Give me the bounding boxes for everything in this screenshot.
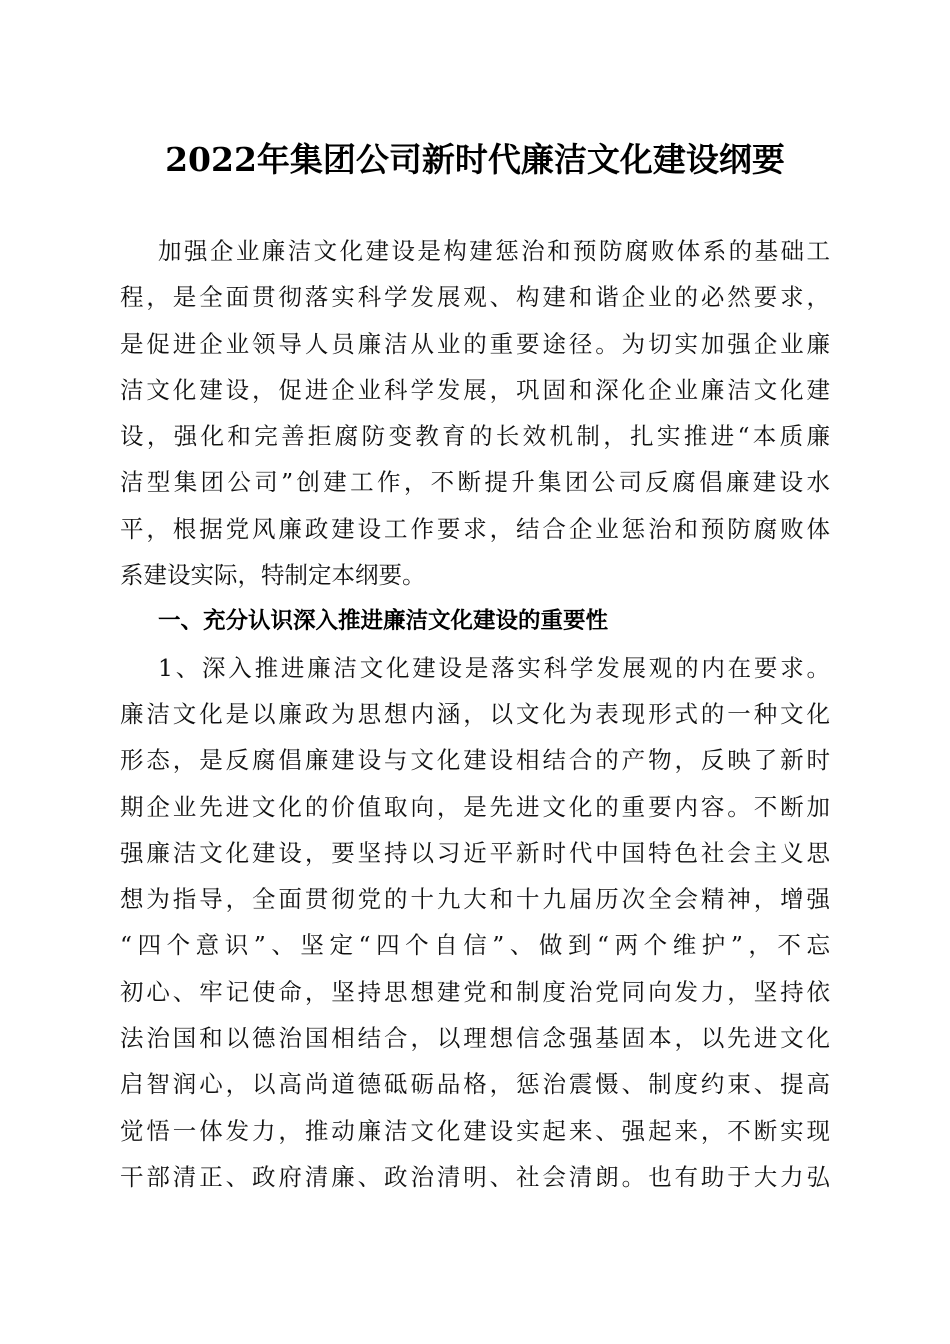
section-paragraph-line: 初心、牢记使命，坚持思想建党和制度治党同向发力，坚持依 (120, 977, 830, 1006)
document-title: 2022年集团公司新时代廉洁文化建设纲要 (165, 140, 785, 179)
section-paragraph-line: 强廉洁文化建设，要坚持以习近平新时代中国特色社会主义思 (120, 838, 830, 867)
intro-paragraph-line: 设，强化和完善拒腐防变教育的长效机制，扎实推进“本质廉 (120, 422, 830, 451)
section-paragraph-line: 启智润心，以高尚道德砥砺品格，惩治震慑、制度约束、提高 (120, 1070, 830, 1099)
document-body (120, 228, 830, 1200)
section-paragraph-line: 法治国和以德治国相结合，以理想信念强基固本，以先进文化 (120, 1024, 830, 1053)
intro-paragraph-line: 加强企业廉洁文化建设是构建惩治和预防腐败体系的基础工 (158, 237, 830, 265)
intro-paragraph-line: 是促进企业领导人员廉洁从业的重要途径。为切实加强企业廉 (120, 329, 830, 358)
intro-paragraph-line: 洁型集团公司”创建工作，不断提升集团公司反腐倡廉建设水 (120, 468, 830, 497)
section-heading: 一、充分认识深入推进廉洁文化建设的重要性 (158, 608, 609, 635)
section-paragraph-line: 廉洁文化是以廉政为思想内涵，以文化为表现形式的一种文化 (120, 699, 830, 728)
section-paragraph-line: 1、深入推进廉洁文化建设是落实科学发展观的内在要求。 (158, 653, 830, 682)
section-paragraph-line: 觉悟一体发力，推动廉洁文化建设实起来、强起来，不断实现 (120, 1116, 830, 1145)
intro-paragraph-line: 程，是全面贯彻落实科学发展观、构建和谐企业的必然要求， (120, 283, 830, 312)
section-paragraph-line: 期企业先进文化的价值取向，是先进文化的重要内容。不断加 (120, 792, 830, 821)
section-paragraph-line: 干部清正、政府清廉、政治清明、社会清朗。也有助于大力弘 (120, 1162, 830, 1191)
section-paragraph-line: “四个意识”、坚定“四个自信”、做到“两个维护”，不忘 (120, 931, 830, 960)
section-paragraph-line: 形态，是反腐倡廉建设与文化建设相结合的产物，反映了新时 (120, 746, 830, 775)
intro-paragraph-line: 平，根据党风廉政建设工作要求，结合企业惩治和预防腐败体 (120, 514, 830, 543)
intro-paragraph-line: 洁文化建设，促进企业科学发展，巩固和深化企业廉洁文化建 (120, 375, 830, 404)
intro-paragraph-line: 系建设实际，特制定本纲要。 (120, 561, 426, 590)
section-paragraph-line: 想为指导，全面贯彻党的十九大和十九届历次全会精神，增强 (120, 885, 830, 914)
